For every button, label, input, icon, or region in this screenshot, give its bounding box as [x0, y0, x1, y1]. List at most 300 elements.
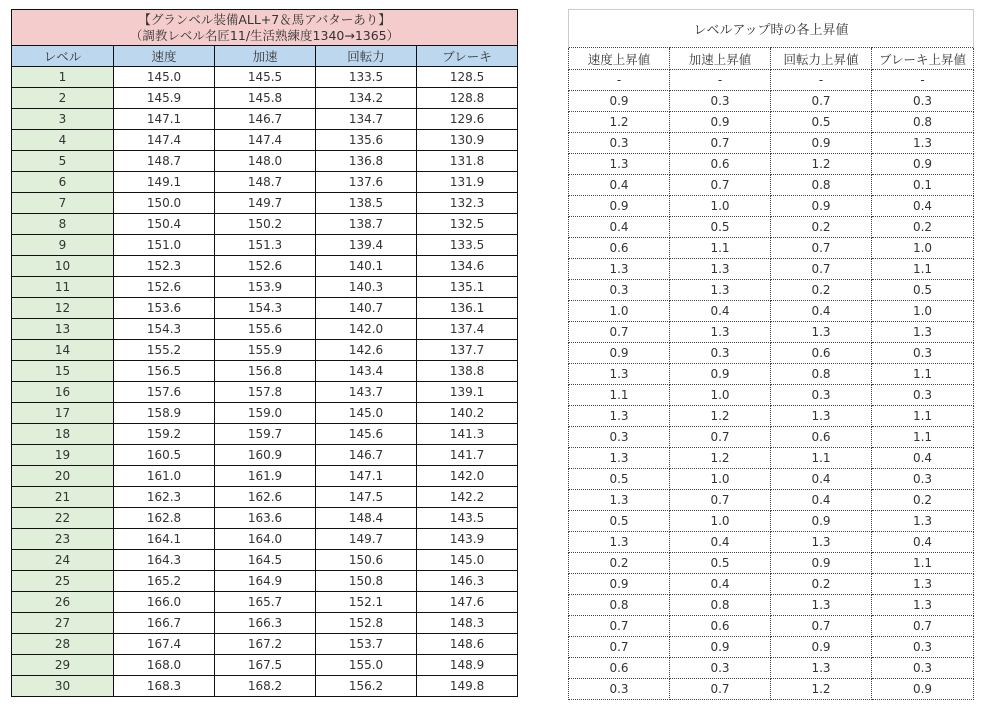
acceleration-gain-cell: 1.0 [670, 511, 771, 532]
header-level: レベル [12, 46, 114, 67]
acceleration-cell: 166.3 [215, 613, 316, 634]
turning-cell: 135.6 [316, 130, 417, 151]
acceleration-gain-cell: 0.4 [670, 301, 771, 322]
turning-cell: 145.0 [316, 403, 417, 424]
acceleration-gain-cell: - [670, 70, 771, 91]
level-stats-table [11, 9, 518, 697]
level-cell: 1 [12, 67, 114, 88]
brake-cell: 143.9 [417, 529, 518, 550]
speed-gain-cell: 0.3 [569, 280, 670, 301]
acceleration-cell: 155.9 [215, 340, 316, 361]
level-cell: 2 [12, 88, 114, 109]
turning-cell: 152.8 [316, 613, 417, 634]
turning-gain-cell: 0.6 [771, 427, 872, 448]
brake-cell: 137.4 [417, 319, 518, 340]
level-cell: 24 [12, 550, 114, 571]
speed-gain-cell: 0.5 [569, 511, 670, 532]
turning-gain-cell: 0.9 [771, 553, 872, 574]
brake-gain-cell: - [872, 70, 974, 91]
acceleration-cell: 148.0 [215, 151, 316, 172]
speed-cell: 165.2 [114, 571, 215, 592]
speed-cell: 156.5 [114, 361, 215, 382]
acceleration-cell: 168.2 [215, 676, 316, 697]
level-cell: 16 [12, 382, 114, 403]
table-row [569, 448, 974, 469]
turning-gain-cell: 0.2 [771, 217, 872, 238]
level-cell: 10 [12, 256, 114, 277]
acceleration-cell: 148.7 [215, 172, 316, 193]
acceleration-gain-cell: 1.2 [670, 448, 771, 469]
acceleration-cell: 154.3 [215, 298, 316, 319]
turning-gain-cell: 0.3 [771, 385, 872, 406]
table-row [569, 490, 974, 511]
table-row [12, 319, 518, 340]
table-row [12, 529, 518, 550]
table-row [569, 238, 974, 259]
speed-gain-cell: - [569, 70, 670, 91]
turning-gain-cell: 1.3 [771, 532, 872, 553]
speed-cell: 164.3 [114, 550, 215, 571]
turning-cell: 149.7 [316, 529, 417, 550]
turning-cell: 150.8 [316, 571, 417, 592]
speed-cell: 149.1 [114, 172, 215, 193]
header-brake: ブレーキ [417, 46, 518, 67]
table-row [12, 151, 518, 172]
acceleration-cell: 151.3 [215, 235, 316, 256]
acceleration-gain-cell: 1.0 [670, 469, 771, 490]
table-row [569, 385, 974, 406]
table-row [12, 172, 518, 193]
acceleration-gain-cell: 1.3 [670, 322, 771, 343]
table-row [12, 88, 518, 109]
turning-cell: 143.7 [316, 382, 417, 403]
turning-cell: 145.6 [316, 424, 417, 445]
acceleration-gain-cell: 0.7 [670, 679, 771, 700]
brake-cell: 145.0 [417, 550, 518, 571]
speed-gain-cell: 1.3 [569, 532, 670, 553]
level-cell: 23 [12, 529, 114, 550]
speed-gain-cell: 0.9 [569, 196, 670, 217]
level-cell: 5 [12, 151, 114, 172]
acceleration-gain-cell: 0.5 [670, 553, 771, 574]
acceleration-cell: 155.6 [215, 319, 316, 340]
turning-cell: 152.1 [316, 592, 417, 613]
table-row [569, 217, 974, 238]
turning-cell: 138.5 [316, 193, 417, 214]
speed-cell: 161.0 [114, 466, 215, 487]
acceleration-cell: 145.8 [215, 88, 316, 109]
brake-gain-cell: 0.9 [872, 679, 974, 700]
speed-gain-cell: 0.8 [569, 595, 670, 616]
brake-gain-cell: 0.3 [872, 385, 974, 406]
acceleration-cell: 165.7 [215, 592, 316, 613]
turning-cell: 134.7 [316, 109, 417, 130]
table-row [569, 175, 974, 196]
turning-cell: 150.6 [316, 550, 417, 571]
turning-cell: 136.8 [316, 151, 417, 172]
turning-gain-cell: 0.9 [771, 133, 872, 154]
header-speed-gain: 速度上昇値 [569, 48, 670, 70]
turning-cell: 142.6 [316, 340, 417, 361]
turning-gain-cell: 0.9 [771, 637, 872, 658]
brake-cell: 135.1 [417, 277, 518, 298]
speed-gain-cell: 0.4 [569, 175, 670, 196]
speed-gain-cell: 0.3 [569, 679, 670, 700]
acceleration-cell: 160.9 [215, 445, 316, 466]
brake-cell: 137.7 [417, 340, 518, 361]
speed-gain-cell: 1.3 [569, 259, 670, 280]
header-acceleration: 加速 [215, 46, 316, 67]
speed-cell: 166.0 [114, 592, 215, 613]
speed-cell: 151.0 [114, 235, 215, 256]
table-row [569, 322, 974, 343]
brake-cell: 141.3 [417, 424, 518, 445]
table-row [12, 466, 518, 487]
level-cell: 11 [12, 277, 114, 298]
acceleration-cell: 156.8 [215, 361, 316, 382]
speed-gain-cell: 0.3 [569, 427, 670, 448]
brake-gain-cell: 0.3 [872, 637, 974, 658]
speed-gain-cell: 0.7 [569, 322, 670, 343]
speed-cell: 147.4 [114, 130, 215, 151]
acceleration-cell: 163.6 [215, 508, 316, 529]
speed-cell: 164.1 [114, 529, 215, 550]
table-row [569, 532, 974, 553]
table-row [569, 616, 974, 637]
table-row [569, 553, 974, 574]
brake-gain-cell: 1.3 [872, 133, 974, 154]
table-row [12, 130, 518, 151]
turning-gain-cell: 0.9 [771, 196, 872, 217]
turning-cell: 133.5 [316, 67, 417, 88]
turning-gain-cell: 0.5 [771, 112, 872, 133]
brake-cell: 142.2 [417, 487, 518, 508]
table-row [12, 613, 518, 634]
brake-cell: 131.9 [417, 172, 518, 193]
level-cell: 14 [12, 340, 114, 361]
brake-cell: 146.3 [417, 571, 518, 592]
brake-cell: 143.5 [417, 508, 518, 529]
speed-gain-cell: 0.9 [569, 574, 670, 595]
speed-cell: 148.7 [114, 151, 215, 172]
turning-cell: 140.3 [316, 277, 417, 298]
brake-gain-cell: 0.1 [872, 175, 974, 196]
table-row [12, 508, 518, 529]
turning-gain-cell: 0.8 [771, 175, 872, 196]
brake-cell: 149.8 [417, 676, 518, 697]
speed-gain-cell: 0.6 [569, 238, 670, 259]
levelup-gain-table [568, 9, 974, 700]
acceleration-cell: 146.7 [215, 109, 316, 130]
table-row [569, 637, 974, 658]
level-cell: 9 [12, 235, 114, 256]
acceleration-cell: 159.0 [215, 403, 316, 424]
brake-gain-cell: 1.3 [872, 574, 974, 595]
table-row [12, 214, 518, 235]
brake-cell: 148.3 [417, 613, 518, 634]
turning-gain-cell: 0.9 [771, 511, 872, 532]
speed-gain-cell: 0.5 [569, 469, 670, 490]
brake-gain-cell: 0.2 [872, 217, 974, 238]
level-cell: 18 [12, 424, 114, 445]
turning-cell: 148.4 [316, 508, 417, 529]
brake-cell: 138.8 [417, 361, 518, 382]
brake-cell: 128.5 [417, 67, 518, 88]
table-row [569, 91, 974, 112]
speed-cell: 153.6 [114, 298, 215, 319]
speed-gain-cell: 1.0 [569, 301, 670, 322]
table-row [12, 256, 518, 277]
level-cell: 6 [12, 172, 114, 193]
turning-gain-cell: 0.8 [771, 364, 872, 385]
table-row [569, 469, 974, 490]
speed-cell: 159.2 [114, 424, 215, 445]
table-row [569, 658, 974, 679]
turning-gain-cell: 0.6 [771, 343, 872, 364]
turning-gain-cell: 0.4 [771, 469, 872, 490]
acceleration-gain-cell: 0.3 [670, 91, 771, 112]
brake-cell: 142.0 [417, 466, 518, 487]
brake-gain-cell: 0.3 [872, 343, 974, 364]
acceleration-gain-cell: 0.3 [670, 658, 771, 679]
table-row [569, 427, 974, 448]
turning-gain-cell: 1.3 [771, 595, 872, 616]
brake-gain-cell: 1.0 [872, 238, 974, 259]
brake-gain-cell: 0.7 [872, 616, 974, 637]
acceleration-cell: 167.2 [215, 634, 316, 655]
brake-gain-cell: 1.3 [872, 511, 974, 532]
speed-cell: 168.3 [114, 676, 215, 697]
turning-gain-cell: 0.4 [771, 490, 872, 511]
level-cell: 3 [12, 109, 114, 130]
table-row [12, 592, 518, 613]
turning-gain-cell: 0.7 [771, 238, 872, 259]
brake-gain-cell: 1.1 [872, 406, 974, 427]
turning-cell: 134.2 [316, 88, 417, 109]
table-row [569, 196, 974, 217]
brake-cell: 134.6 [417, 256, 518, 277]
speed-cell: 145.9 [114, 88, 215, 109]
speed-cell: 152.6 [114, 277, 215, 298]
acceleration-gain-cell: 0.4 [670, 532, 771, 553]
table-row [12, 424, 518, 445]
table-row [12, 403, 518, 424]
turning-gain-cell: 1.2 [771, 679, 872, 700]
acceleration-gain-cell: 1.2 [670, 406, 771, 427]
table-row [12, 109, 518, 130]
header-turning: 回転力 [316, 46, 417, 67]
acceleration-gain-cell: 1.3 [670, 280, 771, 301]
acceleration-gain-cell: 0.7 [670, 175, 771, 196]
speed-cell: 150.0 [114, 193, 215, 214]
turning-cell: 155.0 [316, 655, 417, 676]
brake-cell: 147.6 [417, 592, 518, 613]
table-row [12, 67, 518, 88]
table-row [12, 277, 518, 298]
levelup-gain-title: レベルアップ時の各上昇値 [569, 10, 974, 48]
acceleration-cell: 162.6 [215, 487, 316, 508]
level-cell: 25 [12, 571, 114, 592]
brake-gain-cell: 0.3 [872, 469, 974, 490]
speed-gain-cell: 1.3 [569, 490, 670, 511]
turning-gain-cell: 1.3 [771, 322, 872, 343]
acceleration-cell: 152.6 [215, 256, 316, 277]
brake-gain-cell: 0.5 [872, 280, 974, 301]
speed-gain-cell: 1.3 [569, 154, 670, 175]
table-row [569, 133, 974, 154]
brake-gain-cell: 0.4 [872, 532, 974, 553]
header-acceleration-gain: 加速上昇値 [670, 48, 771, 70]
acceleration-cell: 149.7 [215, 193, 316, 214]
brake-cell: 130.9 [417, 130, 518, 151]
table-row [569, 364, 974, 385]
brake-cell: 132.3 [417, 193, 518, 214]
speed-gain-cell: 1.3 [569, 406, 670, 427]
brake-cell: 131.8 [417, 151, 518, 172]
acceleration-gain-cell: 0.9 [670, 112, 771, 133]
acceleration-gain-cell: 0.4 [670, 574, 771, 595]
speed-gain-cell: 0.7 [569, 637, 670, 658]
table-row [569, 406, 974, 427]
level-cell: 30 [12, 676, 114, 697]
speed-cell: 152.3 [114, 256, 215, 277]
turning-cell: 146.7 [316, 445, 417, 466]
speed-cell: 145.0 [114, 67, 215, 88]
header-speed: 速度 [114, 46, 215, 67]
turning-gain-cell: 0.2 [771, 280, 872, 301]
level-cell: 12 [12, 298, 114, 319]
brake-gain-cell: 0.4 [872, 196, 974, 217]
speed-cell: 155.2 [114, 340, 215, 361]
turning-cell: 147.1 [316, 466, 417, 487]
brake-cell: 136.1 [417, 298, 518, 319]
speed-gain-cell: 1.3 [569, 364, 670, 385]
table-row [569, 511, 974, 532]
brake-cell: 148.9 [417, 655, 518, 676]
brake-cell: 128.8 [417, 88, 518, 109]
speed-cell: 162.3 [114, 487, 215, 508]
brake-gain-cell: 1.1 [872, 364, 974, 385]
speed-cell: 166.7 [114, 613, 215, 634]
speed-gain-cell: 1.3 [569, 448, 670, 469]
table-row [12, 445, 518, 466]
acceleration-gain-cell: 1.0 [670, 385, 771, 406]
turning-gain-cell: 1.2 [771, 154, 872, 175]
table-row [569, 259, 974, 280]
speed-gain-cell: 0.9 [569, 91, 670, 112]
turning-cell: 156.2 [316, 676, 417, 697]
acceleration-gain-cell: 0.6 [670, 616, 771, 637]
turning-cell: 138.7 [316, 214, 417, 235]
header-turning-gain: 回転力上昇値 [771, 48, 872, 70]
header-brake-gain: ブレーキ上昇値 [872, 48, 974, 70]
speed-cell: 162.8 [114, 508, 215, 529]
acceleration-gain-cell: 0.7 [670, 490, 771, 511]
table-row [12, 634, 518, 655]
brake-gain-cell: 0.9 [872, 154, 974, 175]
acceleration-gain-cell: 0.8 [670, 595, 771, 616]
table-row [12, 571, 518, 592]
acceleration-cell: 145.5 [215, 67, 316, 88]
speed-gain-cell: 1.1 [569, 385, 670, 406]
acceleration-cell: 164.5 [215, 550, 316, 571]
table-row [569, 301, 974, 322]
speed-cell: 154.3 [114, 319, 215, 340]
level-cell: 21 [12, 487, 114, 508]
brake-gain-cell: 1.3 [872, 322, 974, 343]
acceleration-cell: 157.8 [215, 382, 316, 403]
speed-cell: 157.6 [114, 382, 215, 403]
acceleration-cell: 153.9 [215, 277, 316, 298]
level-cell: 8 [12, 214, 114, 235]
level-cell: 15 [12, 361, 114, 382]
acceleration-gain-cell: 0.5 [670, 217, 771, 238]
acceleration-gain-cell: 1.0 [670, 196, 771, 217]
brake-gain-cell: 1.3 [872, 595, 974, 616]
level-stats-title-line2: （調教レベル名匠11/生活熟練度1340→1365） [129, 27, 400, 43]
table-row [569, 70, 974, 91]
table-row [569, 574, 974, 595]
level-cell: 29 [12, 655, 114, 676]
brake-gain-cell: 0.3 [872, 658, 974, 679]
level-stats-title-line1: 【グランベル装備ALL+7＆馬アバターあり】 [138, 11, 391, 27]
acceleration-cell: 159.7 [215, 424, 316, 445]
speed-gain-cell: 0.4 [569, 217, 670, 238]
turning-cell: 143.4 [316, 361, 417, 382]
brake-cell: 132.5 [417, 214, 518, 235]
acceleration-cell: 147.4 [215, 130, 316, 151]
level-cell: 20 [12, 466, 114, 487]
acceleration-gain-cell: 0.9 [670, 364, 771, 385]
acceleration-cell: 161.9 [215, 466, 316, 487]
acceleration-cell: 164.0 [215, 529, 316, 550]
table-row [569, 154, 974, 175]
table-row [12, 361, 518, 382]
level-cell: 28 [12, 634, 114, 655]
brake-cell: 133.5 [417, 235, 518, 256]
turning-gain-cell: 0.7 [771, 616, 872, 637]
speed-gain-cell: 0.7 [569, 616, 670, 637]
brake-gain-cell: 1.1 [872, 259, 974, 280]
brake-cell: 140.2 [417, 403, 518, 424]
speed-gain-cell: 0.2 [569, 553, 670, 574]
speed-gain-cell: 1.2 [569, 112, 670, 133]
table-row [12, 193, 518, 214]
turning-gain-cell: 0.7 [771, 91, 872, 112]
table-row [12, 382, 518, 403]
brake-gain-cell: 0.8 [872, 112, 974, 133]
speed-cell: 150.4 [114, 214, 215, 235]
turning-gain-cell: 0.4 [771, 301, 872, 322]
turning-cell: 142.0 [316, 319, 417, 340]
table-row [569, 112, 974, 133]
brake-cell: 129.6 [417, 109, 518, 130]
speed-cell: 158.9 [114, 403, 215, 424]
acceleration-cell: 150.2 [215, 214, 316, 235]
level-cell: 7 [12, 193, 114, 214]
level-cell: 26 [12, 592, 114, 613]
table-row [569, 595, 974, 616]
turning-gain-cell: 0.2 [771, 574, 872, 595]
brake-gain-cell: 0.3 [872, 91, 974, 112]
speed-cell: 147.1 [114, 109, 215, 130]
level-cell: 27 [12, 613, 114, 634]
brake-cell: 139.1 [417, 382, 518, 403]
level-cell: 17 [12, 403, 114, 424]
level-stats-title [12, 10, 518, 46]
brake-gain-cell: 0.4 [872, 448, 974, 469]
acceleration-cell: 164.9 [215, 571, 316, 592]
